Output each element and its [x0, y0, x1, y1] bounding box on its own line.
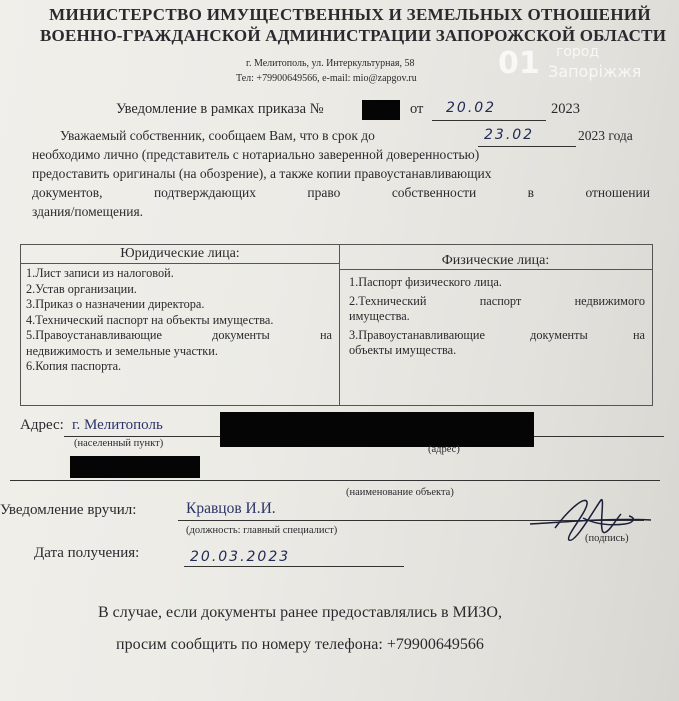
- header-contacts: Тел: +79900649566, e-mail: mio@zapgov.ru: [236, 73, 417, 84]
- delivered-label: Уведомление вручил:: [0, 502, 137, 518]
- footer-line2: просим сообщить по номеру телефона: +79900649566: [116, 636, 484, 653]
- administration-name: ВОЕННО-ГРАЖДАНСКОЙ АДМИНИСТРАЦИИ ЗАПОРОЖСКОЙ ОБЛАСТИ: [40, 26, 667, 45]
- redacted-order-number: [362, 100, 400, 120]
- position-caption: (должность: главный специалист): [186, 525, 338, 536]
- watermark-city: город: [556, 44, 600, 60]
- notice-date-line: [432, 120, 546, 121]
- list-item: 5.Правоустанавливающие документы на: [26, 328, 332, 342]
- list-item: 4.Технический паспорт на объекты имущества.: [26, 312, 274, 327]
- notice-title: Уведомление в рамках приказа №: [116, 101, 324, 117]
- legal-entities-list: [26, 266, 332, 375]
- footer-line1: В случае, если документы ранее предоставлялись в МИЗО,: [98, 604, 502, 621]
- deadline-handwritten: 23.02: [484, 127, 535, 143]
- individuals-header: Физические лица:: [441, 253, 550, 268]
- deadline-year: 2023 года: [578, 128, 633, 143]
- signature-caption: (подпись): [585, 533, 629, 544]
- deadline-line: [478, 146, 576, 147]
- watermark-logo-icon: 01: [498, 46, 540, 81]
- delivered-value: Кравцов И.И.: [186, 500, 276, 517]
- body-line3: предоставить оригиналы (на обозрение), а также копии правоустанавливающих: [32, 166, 492, 181]
- list-item: 3.Правоустанавливающие документы на: [349, 327, 645, 342]
- notice-date-handwritten: 20.02: [446, 100, 497, 116]
- document-header: [40, 4, 667, 46]
- object-caption: (наименование объекта): [346, 487, 454, 498]
- redacted-object-name: [70, 456, 200, 478]
- list-item: 1.Лист записи из налоговой.: [26, 266, 174, 280]
- list-item: недвижимость и земельные участки.: [26, 343, 218, 358]
- list-item: 3.Приказ о назначении директора.: [26, 297, 205, 311]
- list-item: объекты имущества.: [349, 343, 457, 357]
- notice-from: от: [410, 101, 424, 117]
- header-address: г. Мелитополь, ул. Интеркультурная, 58: [246, 58, 415, 69]
- redacted-address: [220, 412, 534, 447]
- list-item: 2.Устав организации.: [26, 281, 137, 296]
- ministry-name: МИНИСТЕРСТВО ИМУЩЕСТВЕННЫХ И ЗЕМЕЛЬНЫХ ОТНОШЕНИЙ: [49, 5, 651, 24]
- individuals-list: [349, 275, 645, 359]
- documents-table: [20, 244, 653, 406]
- legal-entities-header: Юридические лица:: [120, 246, 240, 261]
- watermark-name: Запоріжжя: [548, 62, 642, 81]
- receipt-label: Дата получения:: [34, 545, 140, 561]
- list-item: 1.Паспорт физического лица.: [349, 275, 502, 289]
- receipt-line: [184, 566, 404, 567]
- city-value: г. Мелитополь: [72, 417, 163, 433]
- address-label: Адрес:: [20, 417, 64, 433]
- address-caption: (адрес): [428, 444, 460, 455]
- list-item: 6.Копия паспорта.: [26, 359, 122, 373]
- city-caption: (населенный пункт): [74, 438, 164, 449]
- receipt-value: 20.03.2023: [190, 549, 291, 565]
- list-item: имущества.: [349, 309, 410, 323]
- signature-icon: [525, 488, 655, 550]
- notice-year: 2023: [551, 101, 580, 117]
- body-line4: документов, подтверждающих право собственности в отношении: [32, 185, 650, 200]
- body-line2: необходимо лично (представитель с нотариально заверенной доверенностью): [32, 147, 480, 162]
- body-line1: Уважаемый собственник, сообщаем Вам, что в срок до: [60, 128, 375, 143]
- body-line5: здания/помещения.: [32, 204, 144, 219]
- list-item: 2.Технический паспорт недвижимого: [349, 293, 645, 308]
- object-line: [10, 480, 660, 481]
